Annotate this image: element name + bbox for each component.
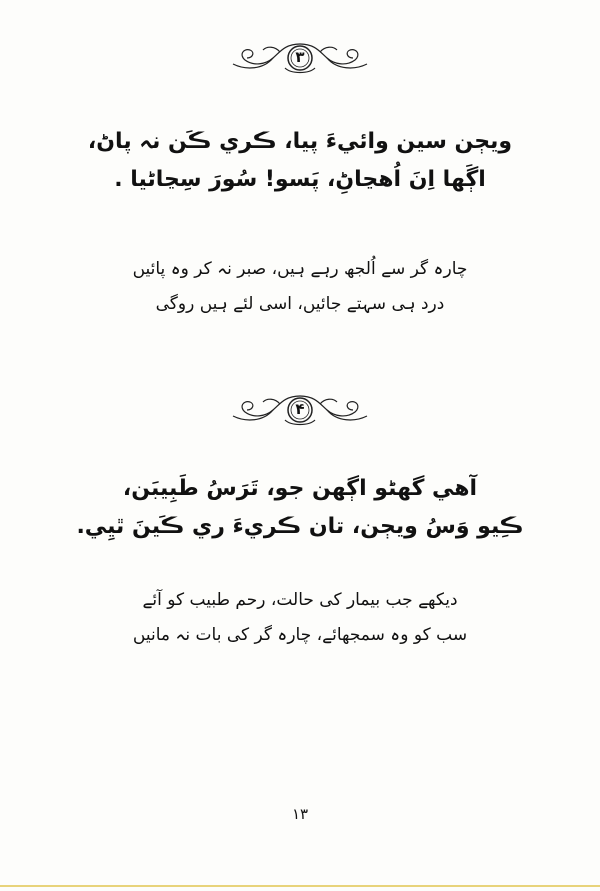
translation-line: دیکھے جب بیمار کی حالت، رحم طبیب کو آئے bbox=[142, 590, 458, 610]
section-ornament-2 bbox=[225, 390, 375, 430]
section-number: ۳ bbox=[295, 48, 305, 67]
page-number: ۱۳ bbox=[291, 805, 309, 823]
translation-line: درد ہی سہتے جائیں، اسی لئے ہیں روگی bbox=[155, 294, 445, 314]
verse-line: ويڄن سين وائيءَ پيا، ڪري ڪَن نہ پاڻ، bbox=[87, 129, 513, 154]
verse-line: ڪِيو وَسُ ويڄن، تان ڪريءَ ري ڪَينَ ٿيِي. bbox=[76, 514, 524, 539]
sindhi-verse-2 bbox=[60, 470, 540, 546]
urdu-translation-2 bbox=[60, 583, 540, 653]
sindhi-verse-1 bbox=[60, 123, 540, 199]
verse-line: اڳَھا اِنَ اُھڃاڻِ، پَسو! سُورَ سِڃاڻيا . bbox=[114, 167, 486, 192]
verse-line: آهي گھڻو اڳھن جو، تَرَسُ طَبِيبَن، bbox=[122, 476, 478, 501]
page-edge bbox=[0, 885, 600, 887]
section-number: ۴ bbox=[295, 400, 305, 419]
urdu-translation-1 bbox=[60, 252, 540, 322]
section-ornament-1 bbox=[225, 38, 375, 78]
translation-line: سب کو وہ سمجھائے، چارہ گر کی بات نہ مانیں bbox=[132, 625, 468, 645]
translation-line: چارہ گر سے اُلجھ رہے ہیں، صبر نہ کر وہ پائیں bbox=[132, 259, 468, 279]
